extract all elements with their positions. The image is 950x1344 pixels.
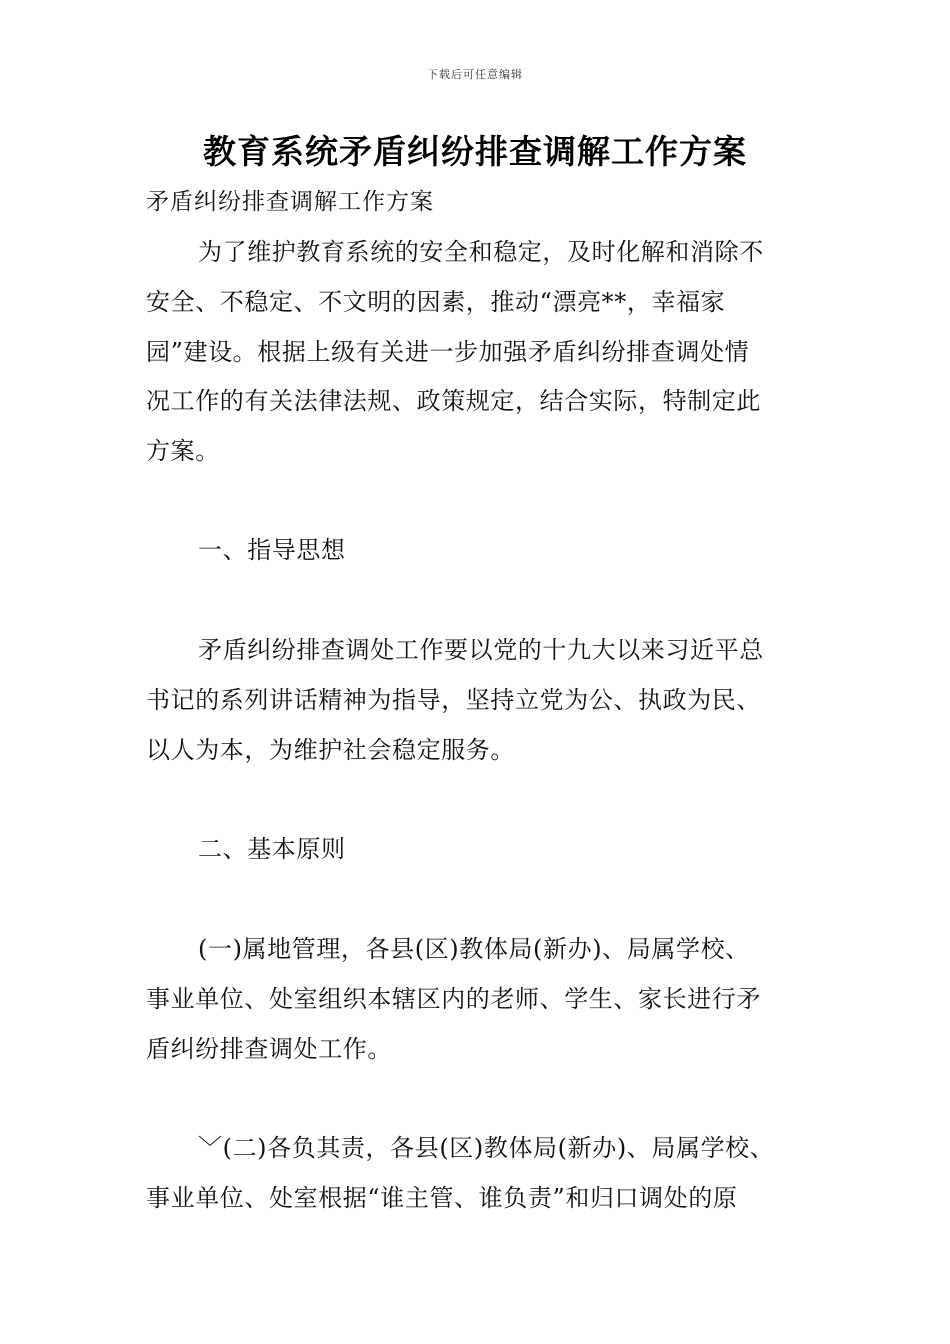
section-heading-guiding-thought: 一、指导思想	[198, 536, 346, 564]
intro-line: 园”建设。根据上级有关进一步加强矛盾纠纷排查调处情	[146, 338, 750, 366]
section1-line: 以人为本，为维护社会稳定服务。	[146, 736, 515, 764]
intro-line: 为了维护教育系统的安全和稳定，及时化解和消除不	[198, 238, 764, 266]
header-note: 下载后可任意编辑	[427, 68, 523, 81]
principle1-line: 盾纠纷排查调处工作。	[146, 1035, 392, 1063]
intro-line: 方案。	[146, 437, 220, 465]
principle2-line: ﹀(二)各负其责，各县(区)教体局(新办)、局属学校、	[198, 1134, 775, 1162]
document-title: 教育系统矛盾纠纷排查调解工作方案	[203, 132, 747, 171]
section1-line: 矛盾纠纷排查调处工作要以党的十九大以来习近平总	[198, 636, 764, 664]
principle1-line: 事业单位、处室组织本辖区内的老师、学生、家长进行矛	[146, 985, 761, 1013]
document-subtitle: 矛盾纠纷排查调解工作方案	[146, 189, 434, 215]
intro-line: 安全、不稳定、不文明的因素，推动“漂亮**，幸福家	[146, 288, 726, 316]
principle2-line: 事业单位、处室根据“谁主管、谁负责”和归口调处的原	[146, 1184, 738, 1212]
intro-line: 况工作的有关法律法规、政策规定，结合实际，特制定此	[146, 387, 761, 415]
section1-line: 书记的系列讲话精神为指导，坚持立党为公、执政为民、	[146, 686, 761, 714]
principle1-line: (一)属地管理，各县(区)教体局(新办)、局属学校、	[198, 935, 750, 963]
section-heading-basic-principles: 二、基本原则	[198, 835, 346, 863]
